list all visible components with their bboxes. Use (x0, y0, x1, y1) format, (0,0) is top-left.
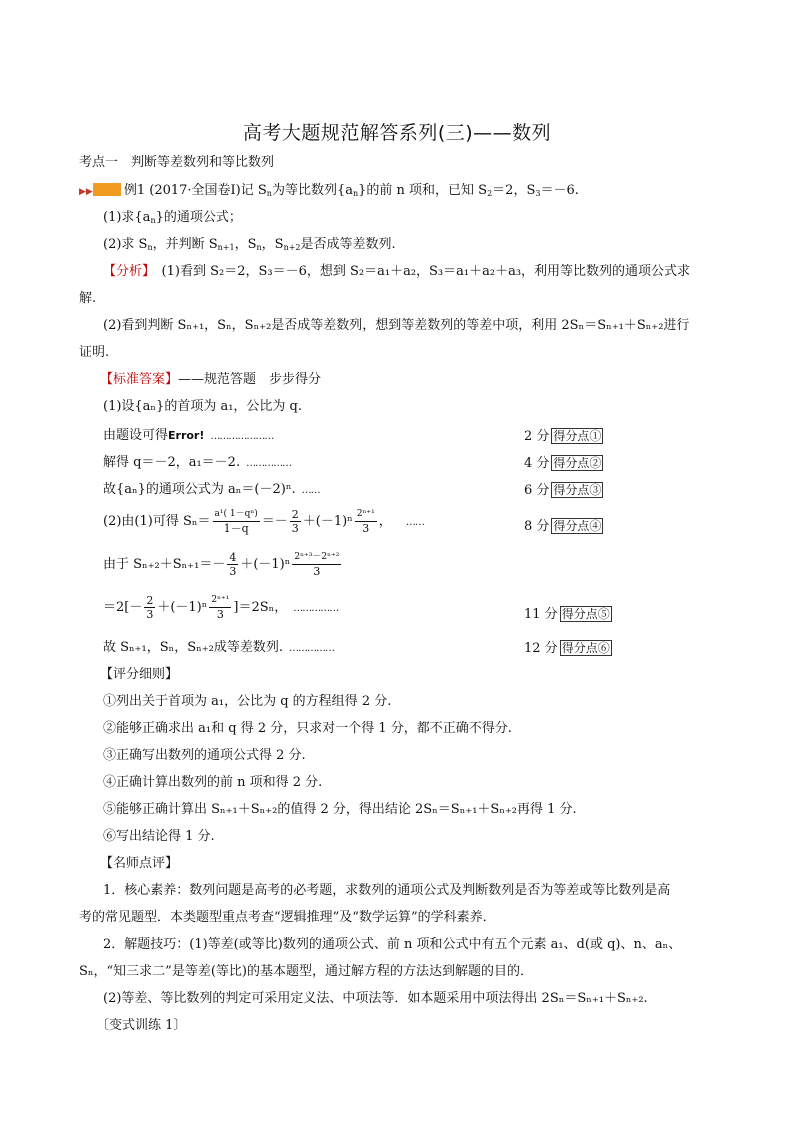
section-heading: 考点一 判断等差数列和等比数列 (79, 155, 275, 170)
solution-line-7: ＝2[－ $\frac{2}{3}$ ＋(－1)ⁿ $\frac{\text{2ⁿ⁺¹}}{3}$ ]＝2Sₙ， …………… (103, 594, 339, 621)
rubric-item-1: ①列出关于首项为 a₁，公比为 q 的方程组得 2 分. (103, 694, 392, 709)
question-1: (1)求$\{a_n\}$的通项公式； (103, 210, 242, 225)
rubric-item-2: ②能够正确求出 a₁和 q 得 2 分，只求对一个得 1 分，都不正确不得分. (103, 721, 512, 736)
solution-line-1: (1)设{aₙ}的首项为 a₁，公比为 q. (103, 399, 303, 414)
comment-p2a: 2．解题技巧：(1)等差(或等比)数列的通项公式、前 n 项和公式中有五个元素 a₁、d(或 q)、n、aₙ、 (103, 937, 682, 952)
double-arrow-icon: ▶▶ (79, 187, 93, 197)
solution-line-5: (2)由(1)可得 Sₙ＝ $\frac{\text{a¹( 1－qⁿ)}}{1-q}$ ＝－ $\frac{2}{3}$ ＋(－1)ⁿ $\frac{\text{2ⁿ⁺¹}}{3}$ ， …… (103, 508, 424, 535)
rubric-item-4: ④正确计算出数列的前 n 项和得 2 分. (103, 775, 323, 790)
comment-p1a: 1．核心素养：数列问题是高考的必考题，求数列的通项公式及判断数列是否为等差或等比数列是高 (103, 883, 671, 898)
analysis-line-1: 【分析】 (1)看到 S₂＝2，S₃＝－6，想到 S₂＝a₁＋a₂，S₃＝a₁＋a₂＋a₃，利用等比数列的通项公式求 (103, 264, 691, 279)
variant-exercise-label: 〔变式训练 1〕 (96, 1018, 187, 1033)
comment-p3: (2)等差、等比数列的判定可采用定义法、中项法等．如本题采用中项法得出 2Sₙ＝Sₙ₊₁＋Sₙ₊₂. (103, 991, 648, 1006)
analysis-line-2b: 证明. (79, 345, 110, 360)
rubric-item-3: ③正确写出数列的通项公式得 2 分. (103, 748, 306, 763)
comment-p2b: Sₙ，“知三求二”是等差(等比)的基本题型，通过解方程的方法达到解题的目的． (79, 964, 533, 979)
question-2: (2)求 $S_n$，并判断 $S_{n+1}$，$S_n$，$S_{n+2}$是否成等差数列. (103, 237, 396, 252)
page-title: 高考大题规范解答系列(三)——数列 (242, 122, 552, 144)
rubric-item-5: ⑤能够正确计算出 Sₙ₊₁＋Sₙ₊₂的值得 2 分，得出结论 2Sₙ＝Sₙ₊₁＋Sₙ₊₂再得 1 分. (103, 802, 577, 817)
solution-line-8: 故 Sₙ₊₁，Sₙ，Sₙ₊₂成等差数列. …………… (103, 640, 335, 655)
example-statement: ▶▶ 例1 (2017·全国卷Ⅰ)记 $S_n$为等比数列$\{a_n\}$的前 n 项和，已知 $S_2=2$，$S_3=-6$. (79, 183, 579, 198)
score-2: 4 分 得分点② (524, 456, 602, 471)
standard-answer-label: 【标准答案】 (100, 372, 179, 387)
comment-p1b: 考的常见题型．本类题型重点考查“逻辑推理”及“数学运算”的学科素养． (79, 910, 496, 925)
comment-heading: 【名师点评】 (100, 856, 179, 871)
solution-line-4: 故{aₙ}的通项公式为 aₙ＝(－2)ⁿ. …… (103, 482, 320, 497)
score-4: 8 分 得分点④ (524, 519, 602, 534)
analysis-line-1b: 解. (79, 291, 97, 306)
score-3: 6 分 得分点③ (524, 483, 602, 498)
score-6: 12 分 得分点⑥ (524, 641, 610, 656)
rubric-item-6: ⑥写出结论得 1 分. (103, 829, 215, 844)
score-5: 11 分 得分点⑤ (524, 607, 610, 622)
solution-line-2: 由题设可得Error! ………………… (103, 428, 274, 443)
score-1: 2 分 得分点① (524, 429, 602, 444)
solution-line-6: 由于 Sₙ₊₂＋Sₙ₊₁＝－ $\frac{4}{3}$ ＋(－1)ⁿ $\frac{\text{2ⁿ⁺³－2ⁿ⁺²}}{3}$ (103, 551, 340, 578)
solution-line-3: 解得 q＝－2，a₁＝－2. …………… (103, 455, 292, 470)
rubric-heading: 【评分细则】 (100, 667, 179, 682)
example-badge-icon (93, 183, 121, 196)
analysis-line-2: (2)看到判断 Sₙ₊₁，Sₙ，Sₙ₊₂是否成等差数列，想到等差数列的等差中项，利用 2Sₙ＝Sₙ₊₁＋Sₙ₊₂进行 (103, 318, 690, 333)
analysis-label: 【分析】 (103, 264, 149, 279)
standard-answer-heading: 【标准答案】——规范答题 步步得分 (100, 372, 322, 387)
